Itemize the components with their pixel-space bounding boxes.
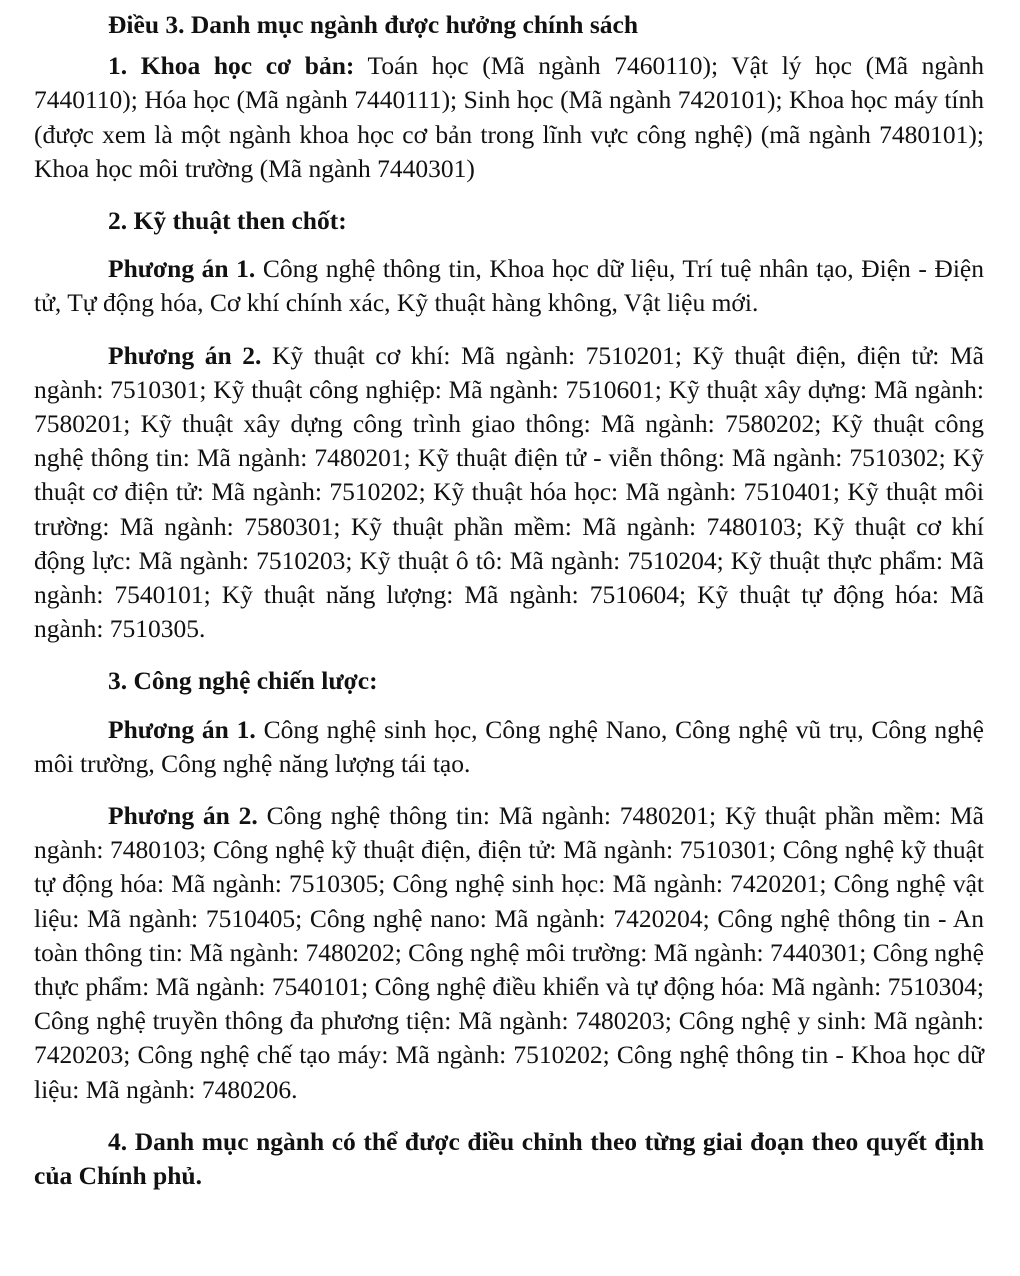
key-engineering-option1-paragraph — [34, 252, 984, 320]
key-engineering-option2-label: Phương án 2. — [108, 340, 262, 370]
key-engineering-option1-text: Công nghệ thông tin, Khoa học dữ liệu, Trí tuệ nhân tạo, Điện - Điện tử, Tự động hóa, Cơ khí chính xác, Kỹ thuật hàng không, Vật liệu mới. — [34, 254, 984, 318]
key-engineering-option2-text: Kỹ thuật cơ khí: Mã ngành: 7510201; Kỹ thuật điện, điện tử: Mã ngành: 7510301; Kỹ thuật công nghiệp: Mã ngành: 7510601; Kỹ thuật xây dựng: Mã ngành: 7580201; Kỹ thuật xây dựng công trình giao thông: Mã ngành: 7580202; Kỹ thuật công nghệ thông tin: Mã ngành: 7480201; Kỹ thuật điện tử - viễn thông: Mã ngành: 7510302; Kỹ thuật cơ điện tử: Mã ngành: 7510202; Kỹ thuật hóa học: Mã ngành: 7510401; Kỹ thuật môi trường: Mã ngành: 7580301; Kỹ thuật phần mềm: Mã ngành: 7480103; Kỹ thuật cơ khí động lực: Mã ngành: 7510203; Kỹ thuật ô tô: Mã ngành: 7510204; Kỹ thuật thực phẩm: Mã ngành: 7540101; Kỹ thuật năng lượng: Mã ngành: 7510604; Kỹ thuật tự động hóa: Mã ngành: 7510305. — [34, 340, 984, 644]
strategic-tech-option1-text: Công nghệ sinh học, Công nghệ Nano, Công nghệ vũ trụ, Công nghệ môi trường, Công nghệ năng lượng tái tạo. — [34, 714, 984, 778]
key-engineering-heading: 2. Kỹ thuật then chốt: — [108, 206, 347, 236]
adjustment-paragraph — [34, 1125, 984, 1193]
strategic-tech-option1-paragraph — [34, 713, 984, 781]
basic-science-heading: 1. Khoa học cơ bản: — [108, 51, 355, 81]
strategic-tech-option2-text: Công nghệ thông tin: Mã ngành: 7480201; Kỹ thuật phần mềm: Mã ngành: 7480103; Công nghệ kỹ thuật điện, điện tử: Mã ngành: 7510301; Công nghệ kỹ thuật tự động hóa: Mã ngành: 7510305; Công nghệ sinh học: Mã ngành: 7420201; Công nghệ vật liệu: Mã ngành: 7510405; Công nghệ nano: Mã ngành: 7420204; Công nghệ thông tin - An toàn thông tin: Mã ngành: 7480202; Công nghệ môi trường: Mã ngành: 7440301; Công nghệ thực phẩm: Mã ngành: 7540101; Công nghệ điều khiển và tự động hóa: Mã ngành: 7510304; Công nghệ truyền thông đa phương tiện: Mã ngành: 7480203; Công nghệ y sinh: Mã ngành: 7420203; Công nghệ chế tạo máy: Mã ngành: 7510202; Công nghệ thông tin - Khoa học dữ liệu: Mã ngành: 7480206. — [34, 801, 984, 1104]
strategic-tech-option2-label: Phương án 2. — [108, 801, 258, 831]
key-engineering-option2-paragraph — [34, 339, 984, 647]
article-title: Điều 3. Danh mục ngành được hưởng chính sách — [108, 10, 639, 39]
basic-science-text: Toán học (Mã ngành 7460110); Vật lý học (Mã ngành 7440110); Hóa học (Mã ngành 7440111); Sinh học (Mã ngành 7420101); Khoa học máy tính (được xem là một ngành khoa học cơ bản trong lĩnh vực công nghệ) (mã ngành 7480101); Khoa học môi trường (Mã ngành 7440301) — [34, 51, 984, 183]
strategic-tech-heading: 3. Công nghệ chiến lược: — [108, 666, 378, 696]
strategic-tech-option1-label: Phương án 1. — [108, 714, 256, 744]
strategic-tech-option2-paragraph — [34, 799, 984, 1107]
key-engineering-option1-label: Phương án 1. — [108, 254, 256, 284]
adjustment-text: 4. Danh mục ngành có thể được điều chỉnh theo từng giai đoạn theo quyết định của Chính phủ. — [34, 1126, 984, 1191]
basic-science-paragraph — [34, 49, 984, 186]
